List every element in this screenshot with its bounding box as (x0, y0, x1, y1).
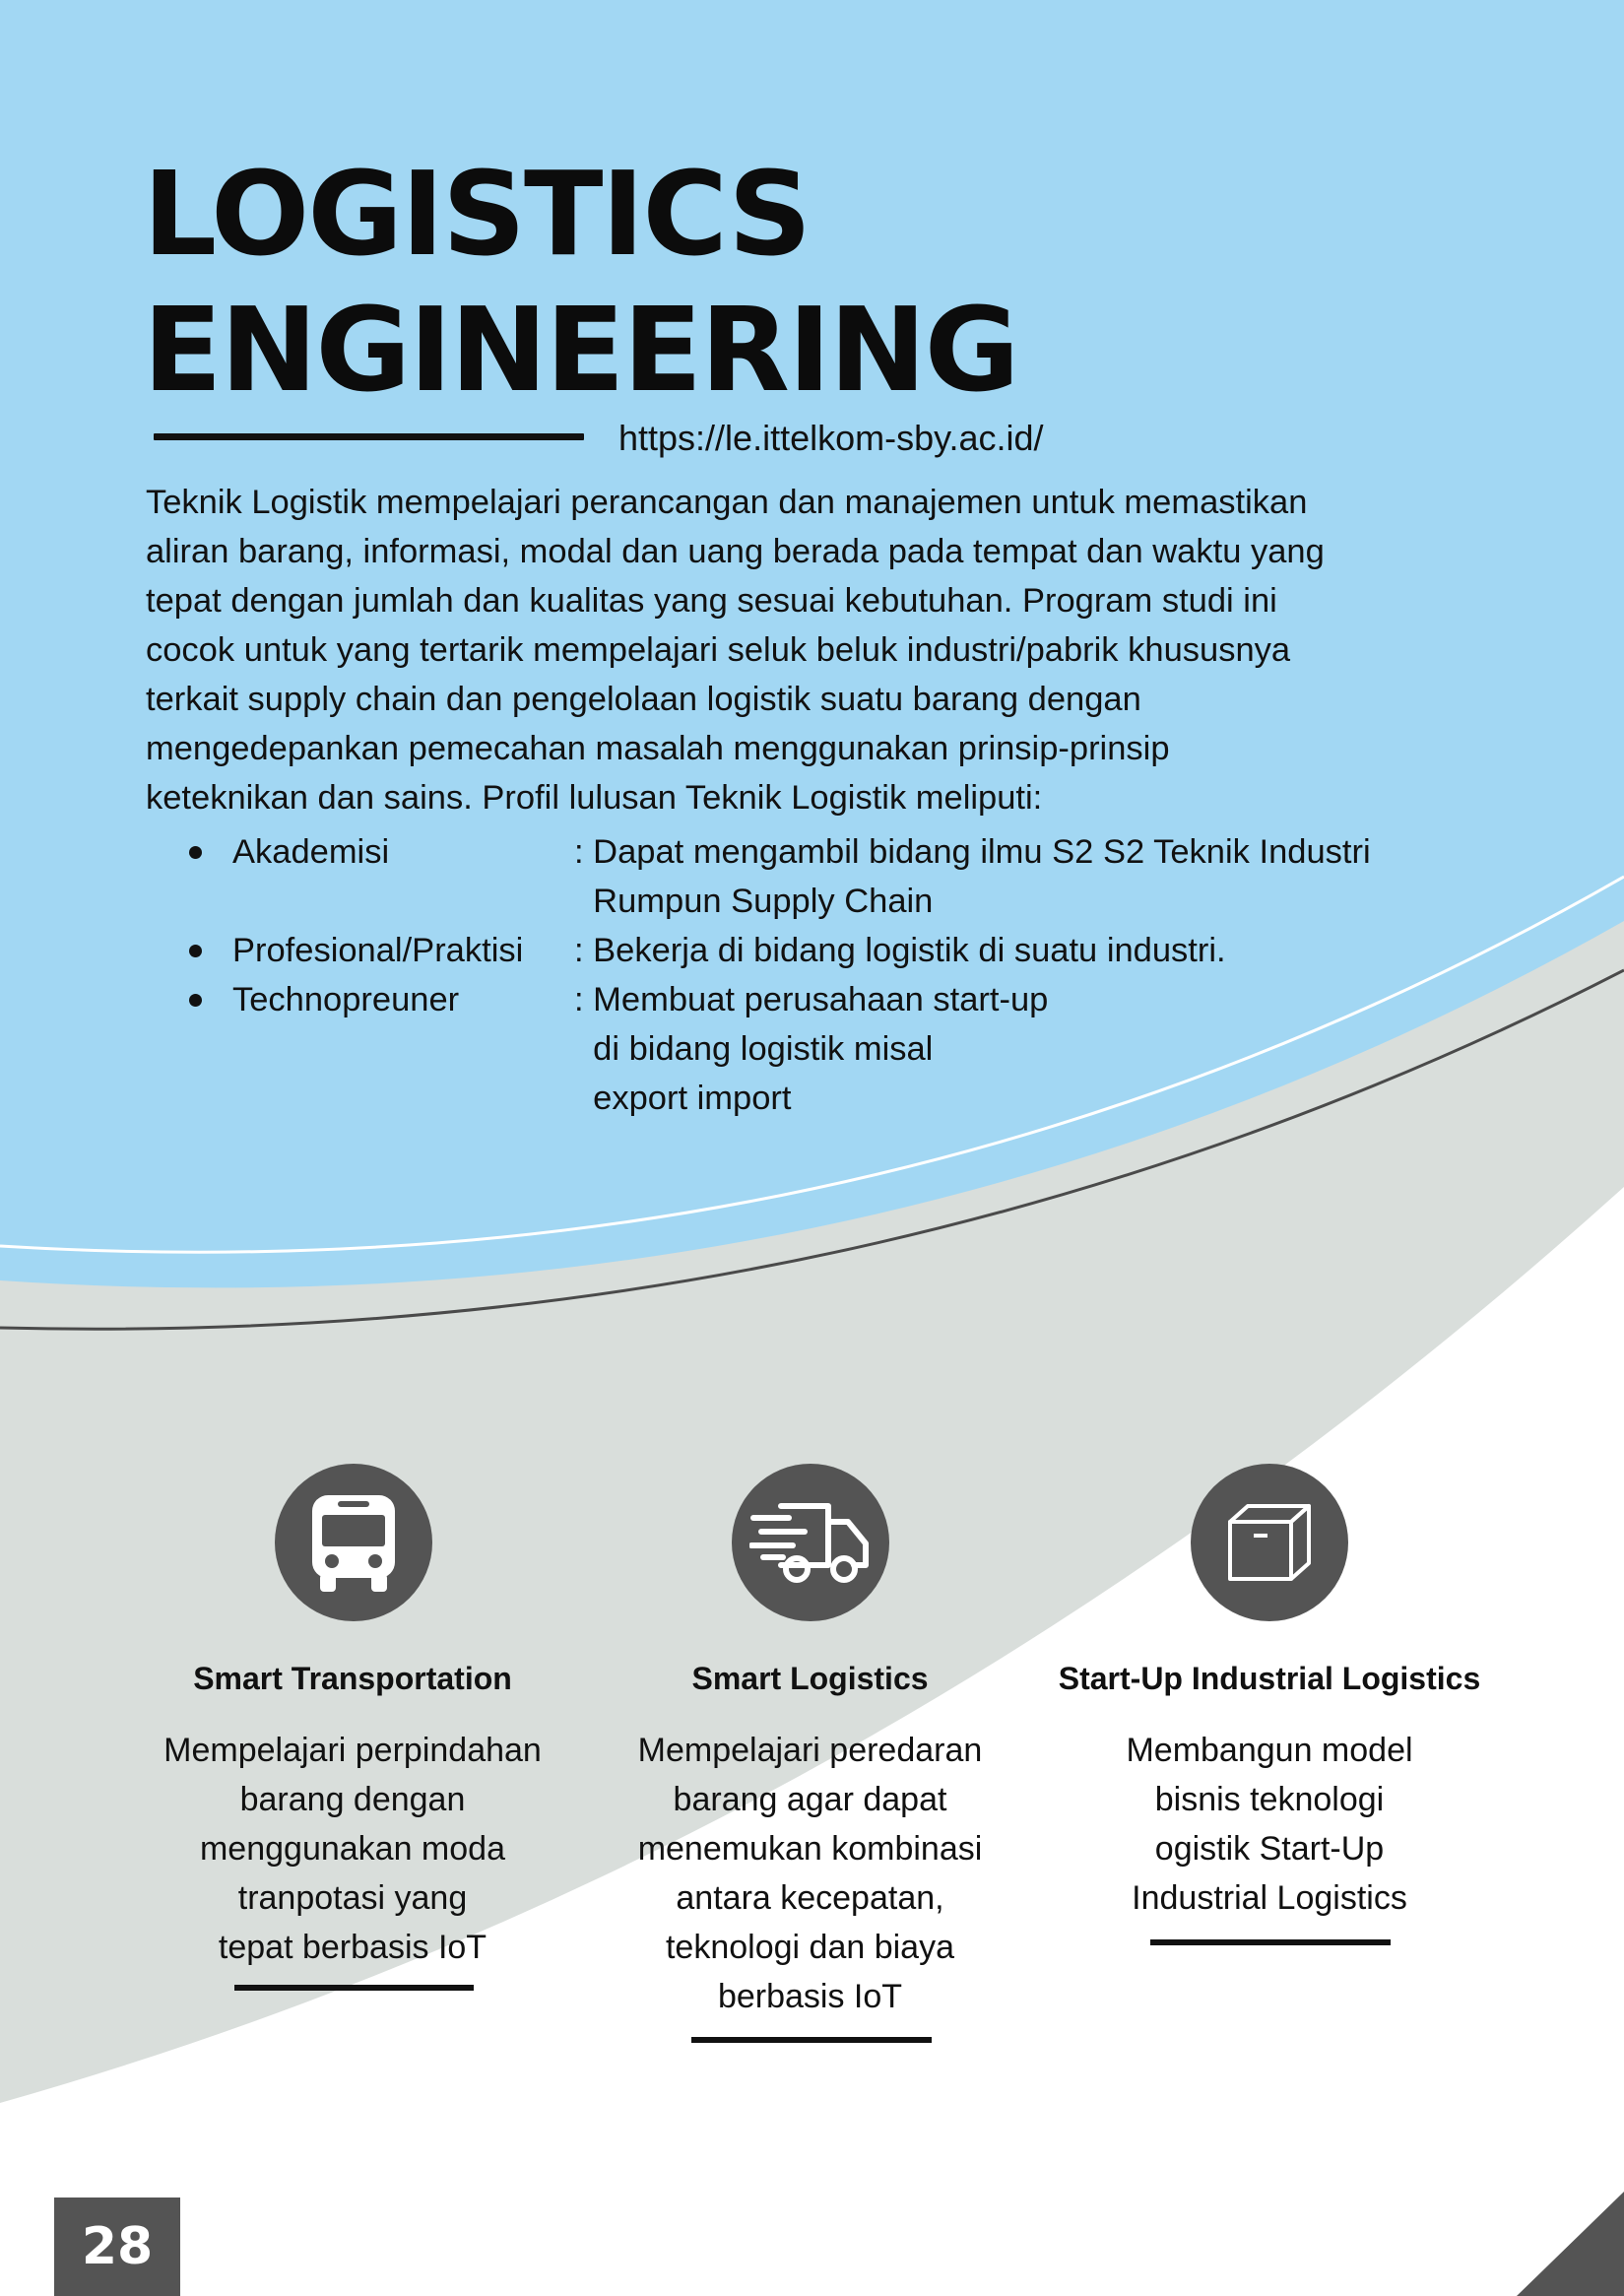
card-desc-line: Membangun model (1126, 1732, 1413, 1769)
intro-line: tepat dengan jumlah dan kualitas yang sesuai kebutuhan. Program studi ini (146, 582, 1277, 620)
intro-line: mengedepankan pemecahan masalah menggunakan prinsip-prinsip (146, 730, 1170, 767)
title-line-2: ENGINEERING (143, 282, 1018, 418)
box-icon-badge (1191, 1464, 1348, 1621)
profile-name: Akademisi (232, 833, 390, 871)
card-desc-line: Industrial Logistics (1132, 1879, 1407, 1917)
card-desc-line: barang agar dapat (673, 1781, 947, 1818)
profile-desc-line: export import (574, 1080, 792, 1117)
profile-desc-line: Rumpun Supply Chain (574, 883, 934, 920)
card-desc-line: tranpotasi yang (237, 1879, 468, 1917)
title-underline (154, 433, 584, 440)
profile-name: Technopreuner (232, 981, 460, 1018)
card-title-smart-logistics: Smart Logistics (691, 1661, 929, 1696)
card-underline (1150, 1939, 1391, 1945)
card-desc-line: barang dengan (239, 1781, 466, 1818)
list-item (146, 926, 1525, 975)
card-desc-line: Mempelajari perpindahan (163, 1732, 542, 1769)
intro-paragraph (146, 478, 1495, 822)
intro-line: Teknik Logistik mempelajari perancangan dan manajemen untuk memastikan (146, 484, 1308, 521)
graduate-profile-list (146, 827, 1525, 1123)
intro-line: aliran barang, informasi, modal dan uang berada pada tempat dan waktu yang (146, 533, 1325, 570)
list-item (146, 975, 1525, 1123)
bus-icon-badge (275, 1464, 432, 1621)
card-desc-line: Mempelajari peredaran (637, 1732, 983, 1769)
card-desc-line: berbasis IoT (717, 1978, 903, 2015)
profile-description (574, 827, 1461, 926)
list-item (146, 827, 1525, 926)
card-desc-line: antara kecepatan, (676, 1879, 944, 1917)
card-underline (691, 2037, 932, 2043)
title-line-1: LOGISTICS (143, 146, 811, 282)
website-link[interactable]: https://le.ittelkom-sby.ac.id/ (618, 418, 1044, 458)
intro-line: terkait supply chain dan pengelolaan logistik suatu barang dengan (146, 681, 1141, 718)
card-desc-line: menemukan kombinasi (637, 1830, 983, 1868)
page-number-box (54, 2198, 180, 2296)
truck-icon-badge (732, 1464, 889, 1621)
card-desc-line: bisnis teknologi (1154, 1781, 1385, 1818)
box-icon (1224, 1500, 1315, 1585)
page-title (143, 146, 1017, 418)
profile-description (574, 926, 1461, 975)
card-title-smart-transportation: Smart Transportation (193, 1661, 512, 1696)
card-desc-line: menggunakan moda (199, 1830, 505, 1868)
card-description (1014, 1726, 1525, 1923)
card-title-startup-industrial-logistics: Start-Up Industrial Logistics (1058, 1661, 1481, 1696)
bullet-icon (146, 827, 232, 926)
bus-icon (308, 1491, 399, 1594)
card-desc-line: ogistik Start-Up (1154, 1830, 1385, 1868)
page-number: 28 (81, 2217, 154, 2276)
intro-line: keteknikan dan sains. Profil lulusan Teknik Logistik meliputi: (146, 779, 1043, 817)
card-desc-line: teknologi dan biaya (665, 1929, 954, 1966)
card-desc-line: tepat berbasis IoT (218, 1929, 487, 1966)
profile-desc-line: : Bekerja di bidang logistik di suatu industri. (574, 932, 1226, 969)
bullet-icon (146, 926, 232, 975)
card-description (561, 1726, 1059, 2021)
profile-desc-line: di bidang logistik misal (574, 1030, 934, 1068)
profile-desc-line: : Dapat mengambil bidang ilmu S2 S2 Teknik Industri (574, 833, 1371, 871)
delivery-truck-icon (749, 1498, 872, 1587)
card-underline (234, 1985, 474, 1991)
profile-name: Profesional/Praktisi (232, 932, 524, 969)
profile-desc-line: : Membuat perusahaan start-up (574, 981, 1049, 1018)
card-description (106, 1726, 599, 1972)
intro-line: cocok untuk yang tertarik mempelajari seluk beluk industri/pabrik khususnya (146, 631, 1291, 669)
bullet-icon (146, 975, 232, 1123)
profile-description (574, 975, 1461, 1123)
